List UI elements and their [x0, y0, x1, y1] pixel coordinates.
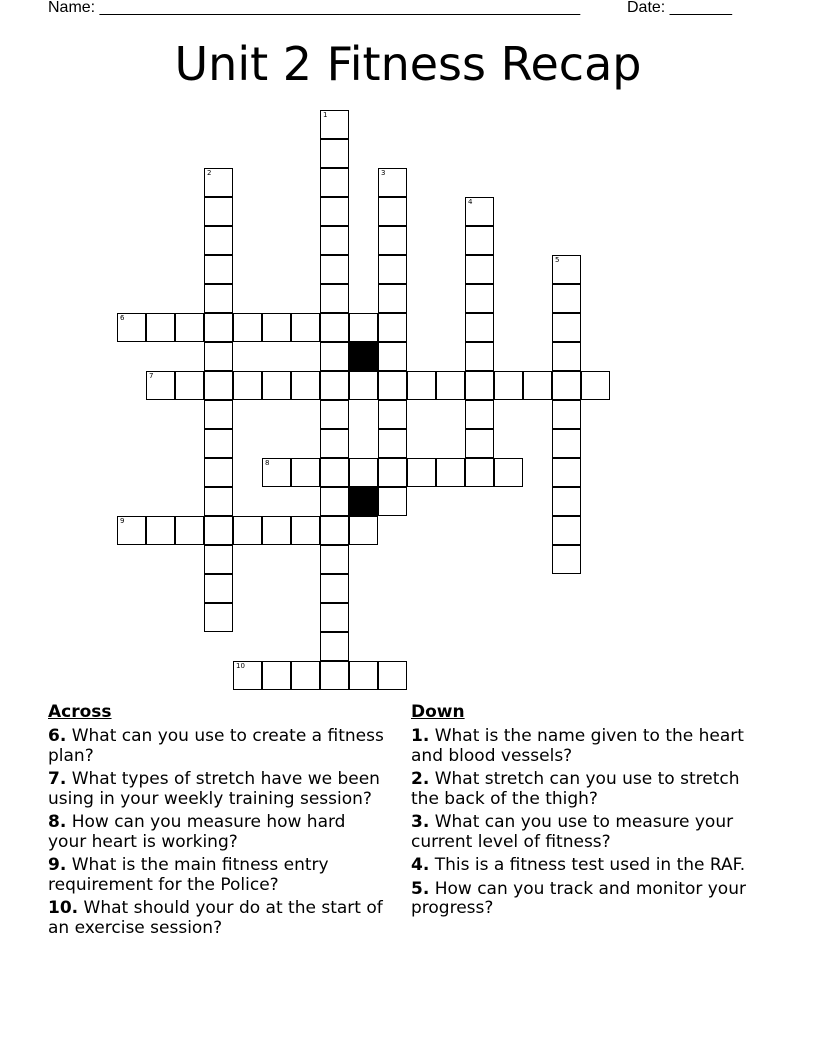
clue-number: 1. [411, 726, 430, 746]
crossword-cell[interactable] [552, 429, 581, 458]
clue-down-4 [411, 856, 756, 876]
clue-text: What stretch can you use to stretch the back of the thigh? [411, 769, 740, 809]
clue-number: 8. [48, 812, 67, 832]
crossword-cell[interactable] [523, 371, 552, 400]
crossword-cell[interactable] [320, 661, 349, 690]
crossword-cell[interactable] [378, 487, 407, 516]
crossword-cell[interactable] [378, 342, 407, 371]
crossword-cell[interactable] [204, 516, 233, 545]
crossword-cell[interactable] [320, 632, 349, 661]
clue-number: 6. [48, 726, 67, 746]
crossword-cell[interactable] [233, 371, 262, 400]
clue-number: 9. [48, 855, 67, 875]
crossword-cell[interactable] [320, 197, 349, 226]
crossword-cell[interactable] [291, 516, 320, 545]
clue-text: This is a fitness test used in the RAF. [429, 855, 746, 875]
clue-number-label: 10 [236, 662, 245, 670]
crossword-cell[interactable] [262, 458, 291, 487]
crossword-cell[interactable] [349, 516, 378, 545]
crossword-cell[interactable] [465, 400, 494, 429]
crossword-cell[interactable] [320, 487, 349, 516]
crossword-cell[interactable] [175, 516, 204, 545]
crossword-cell[interactable] [204, 603, 233, 632]
crossword-cell[interactable] [291, 313, 320, 342]
clue-number: 10. [48, 898, 79, 918]
crossword-cell[interactable] [378, 429, 407, 458]
clue-text: What is the main fitness entry requirement for the Police? [48, 855, 329, 895]
clue-text: What can you use to measure your current level of fitness? [411, 812, 734, 852]
crossword-cell[interactable] [320, 284, 349, 313]
crossword-cell[interactable] [465, 197, 494, 226]
crossword-cell[interactable] [320, 168, 349, 197]
clue-across-7 [48, 770, 388, 809]
crossword-cell[interactable] [117, 313, 146, 342]
crossword-cell[interactable] [581, 371, 610, 400]
crossword-block [349, 487, 378, 516]
crossword-cell[interactable] [204, 255, 233, 284]
clue-number: 3. [411, 812, 430, 832]
crossword-cell[interactable] [552, 545, 581, 574]
crossword-cell[interactable] [320, 255, 349, 284]
crossword-cell[interactable] [320, 313, 349, 342]
page-title: Unit 2 Fitness Recap [174, 37, 642, 91]
crossword-cell[interactable] [175, 371, 204, 400]
crossword-cell[interactable] [465, 284, 494, 313]
crossword-cell[interactable] [320, 371, 349, 400]
crossword-cell[interactable] [204, 545, 233, 574]
crossword-cell[interactable] [552, 255, 581, 284]
crossword-cell[interactable] [204, 284, 233, 313]
crossword-cell[interactable] [552, 371, 581, 400]
crossword-cell[interactable] [146, 516, 175, 545]
crossword-cell[interactable] [204, 226, 233, 255]
crossword-cell[interactable] [378, 168, 407, 197]
clue-text: How can you track and monitor your progress? [411, 878, 746, 918]
crossword-cell[interactable] [291, 371, 320, 400]
crossword-cell[interactable] [262, 371, 291, 400]
crossword-block [349, 342, 378, 371]
clue-number: 2. [411, 769, 430, 789]
crossword-cell[interactable] [378, 371, 407, 400]
down-clues [411, 702, 756, 923]
clue-number-label: 2 [207, 169, 212, 177]
crossword-cell[interactable] [552, 458, 581, 487]
crossword-cell[interactable] [320, 574, 349, 603]
crossword-cell[interactable] [233, 313, 262, 342]
clue-down-2 [411, 770, 756, 809]
crossword-cell[interactable] [204, 197, 233, 226]
clue-down-1 [411, 727, 756, 766]
crossword-cell[interactable] [146, 371, 175, 400]
clue-number-label: 7 [149, 372, 154, 380]
clue-number: 4. [411, 855, 430, 875]
crossword-cell[interactable] [465, 458, 494, 487]
crossword-cell[interactable] [204, 429, 233, 458]
clue-text: What should your do at the start of an exercise session? [48, 898, 383, 938]
crossword-cell[interactable] [378, 255, 407, 284]
crossword-cell[interactable] [378, 661, 407, 690]
crossword-cell[interactable] [552, 487, 581, 516]
crossword-cell[interactable] [291, 661, 320, 690]
clue-number-label: 9 [120, 517, 125, 525]
across-clues [48, 702, 388, 942]
crossword-cell[interactable] [436, 371, 465, 400]
date-field-label: Date: _______ [627, 0, 732, 16]
crossword-cell[interactable] [204, 487, 233, 516]
crossword-cell[interactable] [378, 313, 407, 342]
crossword-cell[interactable] [175, 313, 204, 342]
crossword-cell[interactable] [262, 661, 291, 690]
clue-text: What is the name given to the heart and blood vessels? [411, 726, 744, 766]
clue-across-10 [48, 899, 388, 938]
crossword-cell[interactable] [320, 429, 349, 458]
clue-number: 5. [411, 878, 430, 899]
crossword-cell[interactable] [204, 574, 233, 603]
crossword-cell[interactable] [552, 342, 581, 371]
crossword-cell[interactable] [465, 429, 494, 458]
crossword-cell[interactable] [320, 458, 349, 487]
clue-number-label: 3 [381, 169, 386, 177]
crossword-cell[interactable] [204, 371, 233, 400]
clue-across-6 [48, 727, 388, 766]
crossword-cell[interactable] [407, 458, 436, 487]
crossword-cell[interactable] [233, 516, 262, 545]
crossword-cell[interactable] [349, 313, 378, 342]
crossword-cell[interactable] [291, 458, 320, 487]
crossword-cell[interactable] [349, 458, 378, 487]
crossword-cell[interactable] [494, 458, 523, 487]
clue-down-3 [411, 813, 756, 852]
clue-text: What can you use to create a fitness plan? [48, 726, 384, 766]
crossword-cell[interactable] [436, 458, 465, 487]
crossword-cell[interactable] [552, 516, 581, 545]
crossword-cell[interactable] [465, 255, 494, 284]
crossword-cell[interactable] [465, 371, 494, 400]
crossword-cell[interactable] [552, 313, 581, 342]
clue-text: What types of stretch have we been using in your weekly training session? [48, 769, 380, 809]
clue-across-8 [48, 813, 388, 852]
crossword-cell[interactable] [552, 284, 581, 313]
crossword-cell[interactable] [320, 400, 349, 429]
crossword-cell[interactable] [146, 313, 175, 342]
clue-number-label: 5 [555, 256, 560, 264]
crossword-cell[interactable] [262, 516, 291, 545]
clue-number: 7. [48, 769, 67, 789]
name-field-label: Name: ______________________________________________________ [48, 0, 581, 16]
crossword-cell[interactable] [465, 226, 494, 255]
crossword-cell[interactable] [320, 110, 349, 139]
crossword-cell[interactable] [204, 400, 233, 429]
clue-number-label: 4 [468, 198, 473, 206]
crossword-cell[interactable] [204, 342, 233, 371]
crossword-cell[interactable] [117, 516, 146, 545]
crossword-cell[interactable] [320, 516, 349, 545]
crossword-cell[interactable] [378, 197, 407, 226]
clue-number-label: 8 [265, 459, 270, 467]
crossword-cell[interactable] [233, 661, 262, 690]
down-heading: Down [411, 702, 465, 722]
clue-down-5 [411, 880, 756, 919]
crossword-cell[interactable] [320, 226, 349, 255]
across-heading: Across [48, 702, 112, 722]
crossword-cell[interactable] [320, 603, 349, 632]
clue-number-label: 1 [323, 111, 328, 119]
crossword-cell[interactable] [320, 342, 349, 371]
crossword-cell[interactable] [407, 371, 436, 400]
crossword-cell[interactable] [494, 371, 523, 400]
clue-text: How can you measure how hard your heart is working? [48, 812, 346, 852]
crossword-cell[interactable] [465, 342, 494, 371]
crossword-cell[interactable] [552, 400, 581, 429]
crossword-cell[interactable] [378, 458, 407, 487]
crossword-cell[interactable] [320, 139, 349, 168]
crossword-cell[interactable] [204, 168, 233, 197]
clue-number-label: 6 [120, 314, 125, 322]
crossword-cell[interactable] [320, 545, 349, 574]
crossword-cell[interactable] [465, 313, 494, 342]
crossword-cell[interactable] [204, 313, 233, 342]
crossword-cell[interactable] [378, 226, 407, 255]
crossword-cell[interactable] [378, 284, 407, 313]
crossword-cell[interactable] [378, 400, 407, 429]
clue-across-9 [48, 856, 388, 895]
crossword-cell[interactable] [204, 458, 233, 487]
crossword-cell[interactable] [349, 661, 378, 690]
crossword-cell[interactable] [349, 371, 378, 400]
crossword-cell[interactable] [262, 313, 291, 342]
